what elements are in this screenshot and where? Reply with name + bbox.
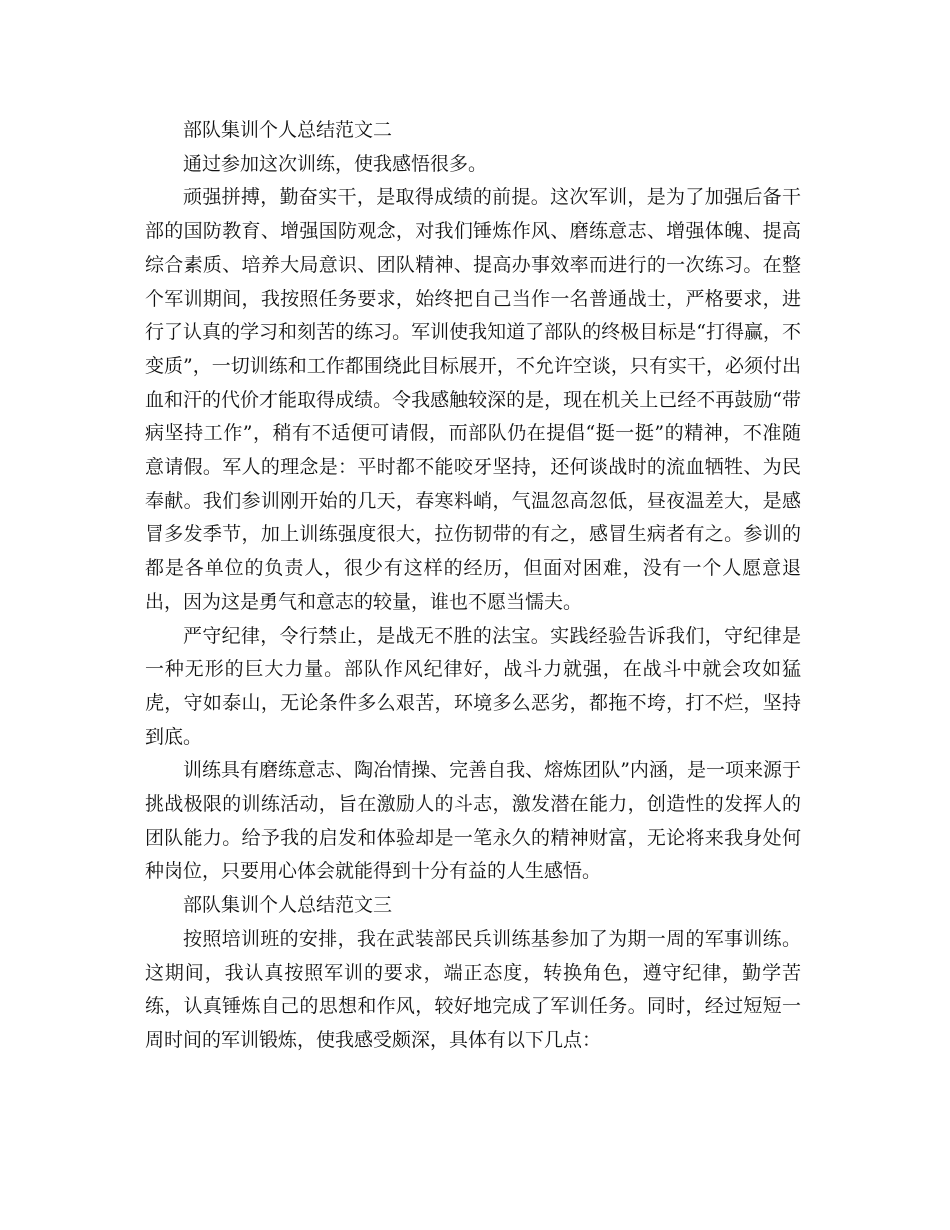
section-heading-2: 部队集训个人总结范文二 [183,119,393,141]
paragraph-training: 训练具有磨练意志、陶冶情操、完善自我、熔炼团队”内涵，是一项来源于挑战极限的训练活动，旨在激励人的斗志，激发潜在能力，创造性的发挥人的团队能力。给予我的启发和体验却是一笔永久的精神财富，无论将来我身处何种岗位，只要用心体会就能得到十分有益的人生感悟。 [145,759,801,883]
paragraph-arrangement: 按照培训班的安排，我在武装部民兵训练基参加了为期一周的军事训练。这期间，我认真按照军训的要求，端正态度，转换角色，遵守纪律，勤学苦练，认真锤炼自己的思想和作风，较好地完成了军训任务。同时，经过短短一周时间的军训锻炼，使我感受颇深，具体有以下几点： [145,927,801,1051]
document-body [145,114,801,1058]
section-heading-3: 部队集训个人总结范文三 [183,894,393,917]
paragraph-perseverance: 顽强拼搏，勤奋实干，是取得成绩的前提。这次军训，是为了加强后备干部的国防教育、增强国防观念，对我们锤炼作风、磨练意志、增强体魄、提高综合素质、培养大局意识、团队精神、提高办事效率而进行的一次练习。在整个军训期间，我按照任务要求，始终把自己当作一名普通战士，严格要求，进行了认真的学习和刻苦的练习。军训使我知道了部队的终极目标是“打得赢，不变质”，一切训练和工作都围绕此目标展开，不允许空谈，只有实干，必须付出血和汗的代价才能取得成绩。令我感触较深的是，现在机关上已经不再鼓励“带病坚持工作”，稍有不适便可请假，而部队仍在提倡“挺一挺”的精神，不准随意请假。军人的理念是：平时都不能咬牙坚持，还何谈战时的流血牺牲、为民奉献。我们参训刚开始的几天，春寒料峭，气温忽高忽低，昼夜温差大，是感冒多发季节，加上训练强度很大，拉伤韧带的有之，感冒生病者有之。参训的都是各单位的负责人，很少有这样的经历，但面对困难，没有一个人愿意退出，因为这是勇气和意志的较量，谁也不愿当懦夫。 [145,186,801,613]
paragraph-intro: 通过参加这次训练，使我感悟很多。 [183,152,488,175]
paragraph-discipline: 严守纪律，令行禁止，是战无不胜的法宝。实践经验告诉我们，守纪律是一种无形的巨大力量。部队作风纪律好，战斗力就强，在战斗中就会攻如猛虎，守如泰山，无论条件多么艰苦，环境多么恶劣，都拖不垮，打不烂，坚持到底。 [145,624,801,748]
